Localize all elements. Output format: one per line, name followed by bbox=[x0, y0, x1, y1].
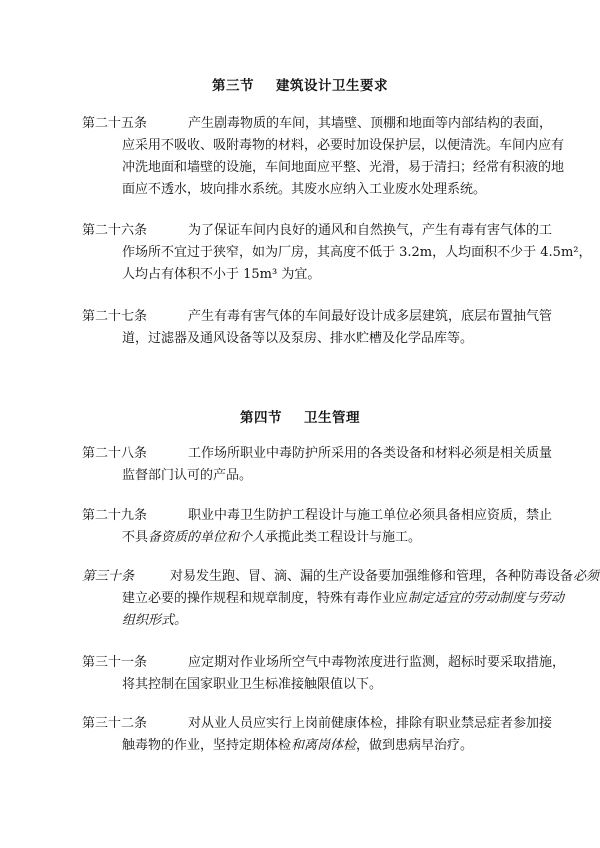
article-line: 道，过滤器及通风设备等以及泵房、排水贮槽及化学品库等。 bbox=[122, 331, 474, 346]
article-line: 作场所不宜过于狭窄，如为厂房，其高度不低于 3.2m，人均面积不少于 4.5m²， bbox=[122, 245, 592, 260]
article-label: 第二十八条 bbox=[82, 446, 148, 461]
article-line bbox=[122, 527, 522, 549]
article-label: 第二十九条 bbox=[82, 508, 148, 523]
article-line: 冲洗地面和墙壁的设施，车间地面应平整、光滑，易于清扫；经常有积液的地 bbox=[122, 160, 565, 175]
article-text: 触毒物的作业，坚持定期体检 bbox=[122, 738, 292, 753]
article-line: 人均占有体积不小于 15m³ 为宜。 bbox=[122, 267, 321, 282]
article-label: 第二十七条 bbox=[82, 309, 148, 324]
article-line: 产生有毒有害气体的车间最好设计成多层建筑，底层布置抽气管 bbox=[188, 309, 553, 324]
article-label: 第三十条 bbox=[82, 569, 135, 584]
article-body bbox=[122, 113, 565, 201]
article-body bbox=[122, 220, 592, 286]
section-heading-4 bbox=[0, 406, 600, 426]
article-line bbox=[122, 588, 565, 610]
article-line: 职业中毒卫生防护工程设计与施工单位必须具备相应资质，禁止 bbox=[188, 508, 553, 523]
article-line: 产生剧毒物质的车间，其墙壁、顶棚和地面等内部结构的表面， bbox=[188, 116, 553, 131]
article-text: 承揽此类工程设计与施工。 bbox=[265, 530, 422, 545]
article-line: 工作场所职业中毒防护所采用的各类设备和材料必须是相关质量 bbox=[188, 446, 553, 461]
article-label: 第二十六条 bbox=[82, 223, 148, 238]
article-text-italic: 制定适宜的劳动制度与劳动 bbox=[408, 591, 565, 606]
article-line: 应采用不吸收、吸附毒物的材料，必要时加设保护层，以便清洗。车间内应有 bbox=[122, 138, 565, 153]
article-body bbox=[122, 652, 566, 696]
article-label: 第三十二条 bbox=[82, 716, 148, 731]
article-text: ，做到患病早治疗。 bbox=[356, 738, 474, 753]
section-title: 建筑设计卫生要求 bbox=[276, 78, 388, 94]
article-line: 应定期对作业场所空气中毒物浓度进行监测，超标时要采取措施， bbox=[188, 655, 566, 670]
article-text: 建立必要的操作规程和规章制度，特殊有毒作业应 bbox=[122, 591, 409, 606]
article-line: 为了保证车间内良好的通风和自然换气，产生有毒有害气体的工 bbox=[188, 223, 553, 238]
article-label: 第二十五条 bbox=[82, 116, 148, 131]
section-number: 第四节 bbox=[240, 410, 282, 426]
article-body bbox=[122, 306, 553, 350]
article-text-italic: 必须 bbox=[573, 569, 600, 584]
article-text-italic: 和离岗体检 bbox=[291, 738, 357, 753]
article-line: 组织形式。 bbox=[122, 613, 188, 628]
article-label: 第三十一条 bbox=[82, 655, 148, 670]
article-line: 将其控制在国家职业卫生标准接触限值以下。 bbox=[122, 677, 383, 692]
article-text-italic: 备资质的单位和个人 bbox=[148, 530, 266, 545]
section-number: 第三节 bbox=[212, 78, 254, 94]
article-line bbox=[122, 735, 522, 757]
article-body bbox=[122, 443, 553, 487]
article-line bbox=[122, 566, 600, 588]
article-body bbox=[122, 505, 553, 549]
article-line: 监督部门认可的产品。 bbox=[122, 468, 253, 483]
article-text: 对易发生跑、冒、滴、漏的生产设备要加强维修和管理，各种防毒设备 bbox=[170, 569, 574, 584]
article-body bbox=[122, 713, 553, 757]
section-title: 卫生管理 bbox=[304, 410, 360, 426]
article-line: 对从业人员应实行上岗前健康体检，排除有职业禁忌症者参加接 bbox=[188, 716, 553, 731]
article-body bbox=[122, 566, 600, 632]
section-heading-3 bbox=[0, 74, 600, 94]
article-text: 不具 bbox=[122, 530, 149, 545]
article-line: 面应不透水，坡向排水系统。其废水应纳入工业废水处理系统。 bbox=[122, 182, 487, 197]
